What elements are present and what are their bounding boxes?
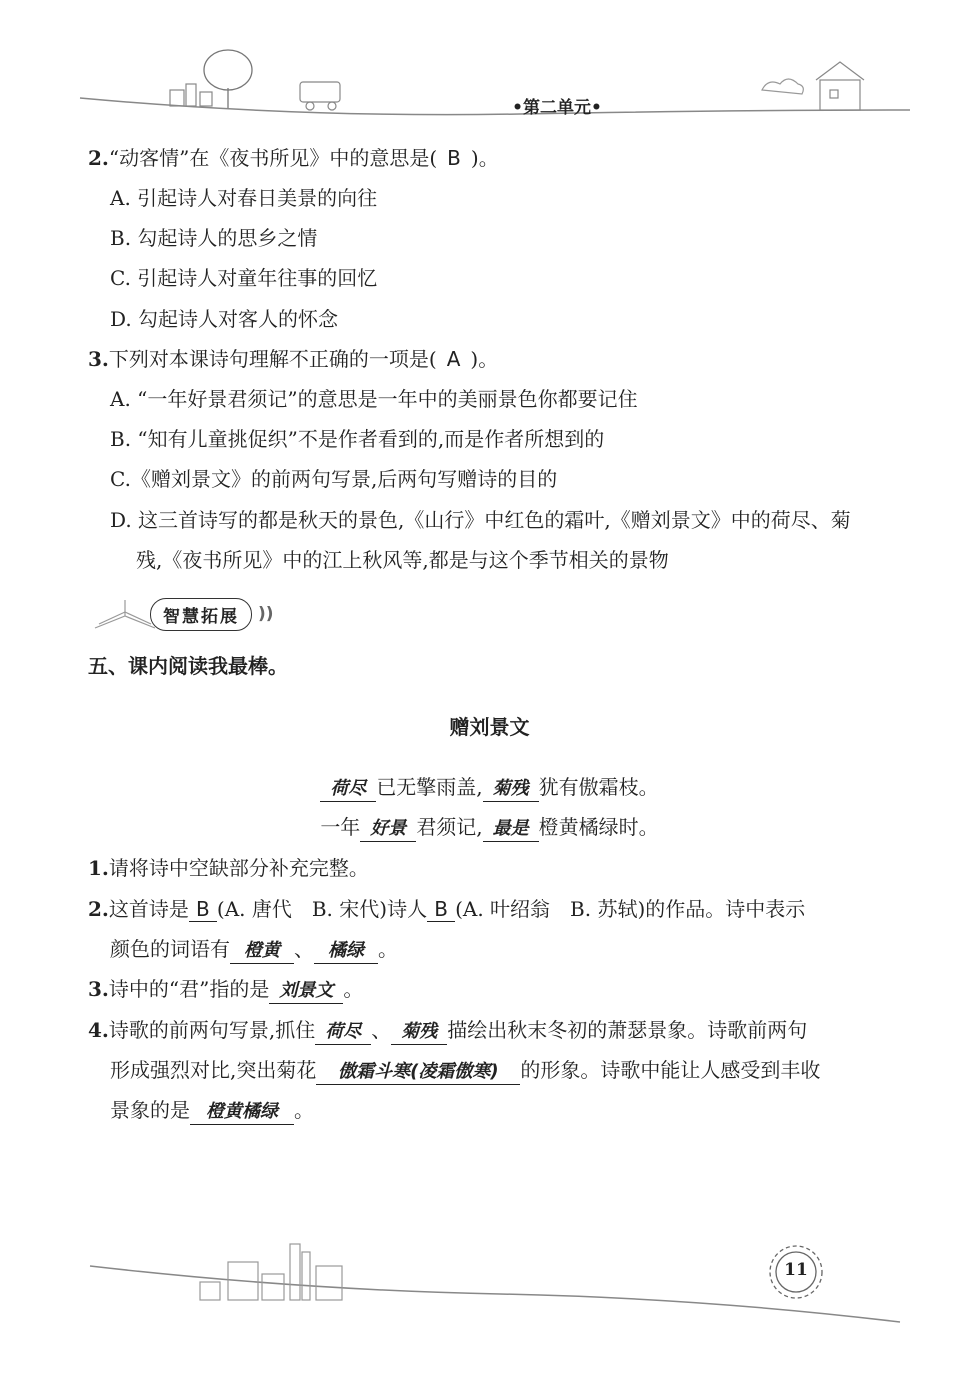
answer-blank: 最是 — [483, 817, 539, 842]
option-d-continued: 残,《夜书所见》中的江上秋风等,都是与这个季节相关的景物 — [136, 548, 669, 572]
question-4-continued: 形成强烈对比,突出菊花 傲霜斗寒(凌霜傲寒) 的形象。诗歌中能让人感受到丰收 — [110, 1057, 820, 1085]
truck-icon — [300, 82, 340, 110]
option-c: C.《赠刘景文》的前两句写景,后两句写赠诗的目的 — [110, 467, 558, 491]
option-b: B. 勾起诗人的思乡之情 — [110, 226, 318, 250]
option-d: D. 勾起诗人对客人的怀念 — [110, 307, 339, 331]
section-heading: 五、课内阅读我最棒。 — [88, 654, 288, 678]
option-a: A. “一年好景君须记”的意思是一年中的美丽景色你都要记住 — [110, 387, 638, 411]
answer-blank: B — [189, 897, 217, 922]
footer-illustration — [0, 1230, 979, 1350]
question-4-continued: 景象的是 橙黄橘绿 。 — [110, 1097, 314, 1125]
city-skyline-icon — [200, 1244, 342, 1300]
question-4: 4.诗歌的前两句写景,抓住 荷尽 、 菊残 描绘出秋末冬初的萧瑟景象。诗歌前两句 — [88, 1017, 807, 1045]
mc-question-3: 3.下列对本课诗句理解不正确的一项是( A )。 — [88, 347, 499, 371]
unit-title: •第二单元• — [512, 98, 602, 118]
answer-blank: B — [427, 897, 455, 922]
answer-blank: 菊残 — [483, 777, 539, 802]
answer-blank: 橙黄 — [230, 939, 294, 964]
answer-blank: 菊残 — [391, 1020, 447, 1045]
tree-icon — [204, 50, 252, 108]
answer-blank: 橙黄橘绿 — [190, 1100, 294, 1125]
section-banner: 智慧拓展 )) — [150, 598, 274, 630]
answer-mark: A — [446, 347, 461, 371]
buildings-icon — [170, 84, 212, 106]
question-3: 3.诗中的“君”指的是 刘景文 。 — [88, 976, 363, 1004]
poem-line-1: 荷尽 已无擎雨盖, 菊残 犹有傲霜枝。 — [0, 774, 979, 802]
mc-question-2: 2.“动客情”在《夜书所见》中的意思是( B )。 — [88, 146, 499, 170]
cloud-icon — [762, 79, 803, 94]
answer-blank: 橘绿 — [314, 939, 378, 964]
answer-blank: 傲霜斗寒(凌霜傲寒) — [316, 1060, 520, 1085]
book-icon — [95, 600, 155, 628]
poem-title: 赠刘景文 — [449, 715, 530, 739]
option-c: C. 引起诗人对童年往事的回忆 — [110, 266, 378, 290]
answer-blank: 好景 — [360, 817, 416, 842]
option-a: A. 引起诗人对春日美景的向往 — [110, 186, 378, 210]
house-icon — [816, 62, 864, 110]
question-2-continued: 颜色的词语有 橙黄 、 橘绿 。 — [110, 936, 398, 964]
answer-mark: B — [447, 146, 461, 170]
answer-blank: 荷尽 — [320, 777, 376, 802]
page-number: 11 — [784, 1260, 808, 1280]
question-2: 2.这首诗是 B (A. 唐代 B. 宋代)诗人 B (A. 叶绍翁 B. 苏轼)的作品。诗中表示 — [88, 897, 806, 921]
answer-blank: 荷尽 — [315, 1020, 371, 1045]
option-b: B. “知有儿童挑促织”不是作者看到的,而是作者所想到的 — [110, 427, 605, 451]
question-1: 1.请将诗中空缺部分补充完整。 — [88, 856, 369, 880]
poem-line-2: 一年 好景 君须记, 最是 橙黄橘绿时。 — [0, 814, 979, 842]
option-d: D. 这三首诗写的都是秋天的景色,《山行》中红色的霜叶,《赠刘景文》中的荷尽、菊 — [110, 508, 851, 532]
answer-blank: 刘景文 — [269, 979, 343, 1004]
header-illustration — [0, 0, 979, 140]
